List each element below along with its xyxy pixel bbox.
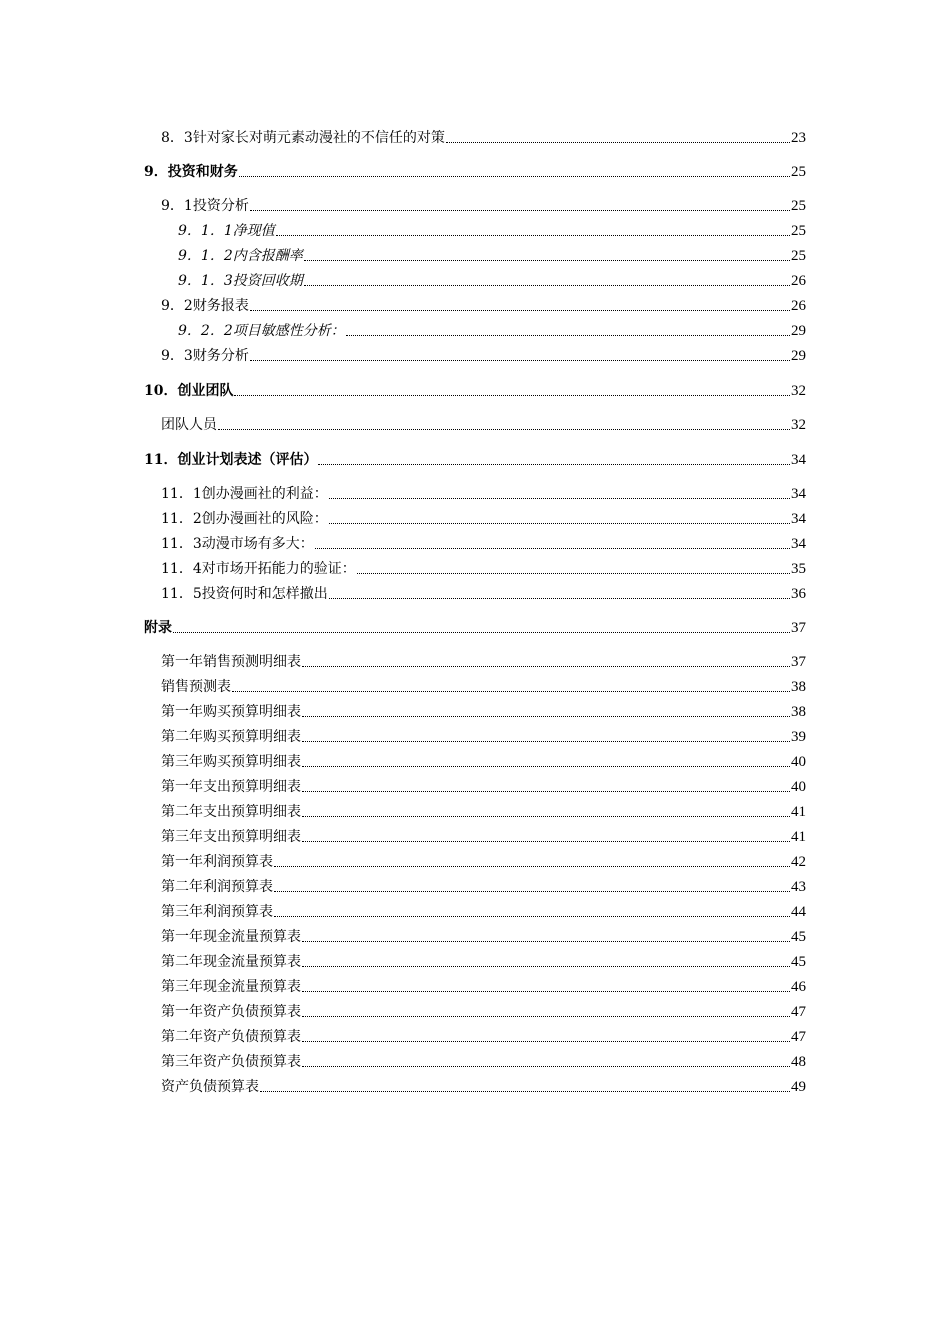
toc-dot-leader	[302, 790, 790, 792]
toc-dot-leader	[234, 394, 790, 396]
toc-entry-page-number: 36	[791, 586, 806, 602]
toc-entry-page-number: 45	[791, 954, 806, 970]
toc-entry[interactable]	[144, 380, 806, 400]
toc-entry-page-number: 26	[791, 273, 806, 289]
toc-dot-leader	[302, 715, 790, 717]
toc-entry-title: 团队人员	[161, 417, 217, 433]
toc-dot-leader	[357, 572, 790, 574]
toc-entry-page-number: 41	[791, 829, 806, 845]
toc-entry[interactable]	[144, 951, 806, 971]
toc-dot-leader	[302, 1015, 790, 1017]
toc-entry-page-number: 43	[791, 879, 806, 895]
toc-entry[interactable]	[144, 449, 806, 469]
toc-entry-page-number: 32	[791, 417, 806, 433]
toc-entry[interactable]	[144, 801, 806, 821]
toc-dot-leader	[446, 141, 790, 143]
toc-entry[interactable]	[144, 701, 806, 721]
toc-entry[interactable]	[144, 976, 806, 996]
toc-entry-title: 第一年资产负债预算表	[161, 1004, 301, 1020]
toc-entry-page-number: 37	[791, 620, 806, 636]
toc-entry-page-number: 32	[791, 383, 806, 399]
toc-entry-title: 第二年资产负债预算表	[161, 1029, 301, 1045]
toc-entry-title: 第二年现金流量预算表	[161, 954, 301, 970]
toc-entry[interactable]	[144, 726, 806, 746]
toc-entry-page-number: 25	[791, 198, 806, 214]
toc-entry-title: 11．1创办漫画社的利益：	[161, 486, 328, 502]
toc-entry-title: 11．3动漫市场有多大：	[161, 536, 314, 552]
toc-entry-page-number: 39	[791, 729, 806, 745]
toc-dot-leader	[218, 428, 790, 430]
toc-dot-leader	[302, 965, 790, 967]
toc-entry-title: 9．1投资分析	[161, 198, 249, 214]
toc-entry-title: 11．5投资何时和怎样撤出	[161, 586, 328, 602]
toc-entry-title: 11．2创办漫画社的风险：	[161, 511, 328, 527]
toc-entry-title: 资产负债预算表	[161, 1079, 259, 1095]
toc-dot-leader	[239, 175, 790, 177]
toc-dot-leader	[302, 815, 790, 817]
toc-entry[interactable]	[144, 320, 806, 340]
toc-entry[interactable]	[144, 414, 806, 434]
toc-entry[interactable]	[144, 651, 806, 671]
toc-entry-title: 10．创业团队	[144, 383, 234, 399]
toc-entry-title: 第一年现金流量预算表	[161, 929, 301, 945]
toc-entry[interactable]	[144, 195, 806, 215]
toc-dot-leader	[302, 740, 790, 742]
toc-dot-leader	[260, 1090, 790, 1092]
toc-entry-page-number: 25	[791, 223, 806, 239]
toc-entry[interactable]	[144, 1026, 806, 1046]
toc-entry[interactable]	[144, 533, 806, 553]
toc-entry-page-number: 38	[791, 679, 806, 695]
toc-dot-leader	[318, 463, 790, 465]
toc-dot-leader	[173, 631, 790, 633]
toc-dot-leader	[304, 284, 790, 286]
toc-entry-page-number: 34	[791, 511, 806, 527]
toc-entry[interactable]	[144, 583, 806, 603]
toc-dot-leader	[302, 1040, 790, 1042]
toc-entry-title: 第一年支出预算明细表	[161, 779, 301, 795]
toc-entry-title: 第二年购买预算明细表	[161, 729, 301, 745]
table-of-contents	[144, 0, 806, 1344]
toc-entry[interactable]	[144, 826, 806, 846]
toc-entry-page-number: 47	[791, 1029, 806, 1045]
toc-entry-page-number: 42	[791, 854, 806, 870]
toc-entry-title: 第三年利润预算表	[161, 904, 273, 920]
toc-entry-page-number: 40	[791, 754, 806, 770]
toc-entry-title: 9．1．3投资回收期	[178, 273, 303, 289]
toc-entry[interactable]	[144, 751, 806, 771]
toc-dot-leader	[302, 665, 790, 667]
toc-entry[interactable]	[144, 1001, 806, 1021]
toc-entry-page-number: 48	[791, 1054, 806, 1070]
toc-entry-title: 第二年利润预算表	[161, 879, 273, 895]
toc-dot-leader	[329, 597, 790, 599]
toc-dot-leader	[274, 890, 790, 892]
toc-entry-page-number: 35	[791, 561, 806, 577]
toc-entry-title: 11．4对市场开拓能力的验证：	[161, 561, 356, 577]
toc-entry[interactable]	[144, 508, 806, 528]
toc-dot-leader	[302, 940, 790, 942]
toc-entry[interactable]	[144, 1051, 806, 1071]
toc-entry-title: 9．1．2内含报酬率	[178, 248, 303, 264]
toc-entry-title: 第一年利润预算表	[161, 854, 273, 870]
toc-entry[interactable]	[144, 1076, 806, 1096]
toc-dot-leader	[329, 522, 790, 524]
toc-entry[interactable]	[144, 676, 806, 696]
toc-entry[interactable]	[144, 245, 806, 265]
toc-entry[interactable]	[144, 270, 806, 290]
toc-dot-leader	[250, 309, 790, 311]
toc-dot-leader	[274, 865, 790, 867]
toc-dot-leader	[302, 765, 790, 767]
toc-entry-title: 11．创业计划表述（评估）	[144, 452, 318, 468]
toc-entry-page-number: 23	[791, 130, 806, 146]
toc-entry[interactable]	[144, 161, 806, 181]
toc-entry[interactable]	[144, 617, 806, 637]
toc-entry-title: 销售预测表	[161, 679, 231, 695]
toc-entry-page-number: 46	[791, 979, 806, 995]
toc-entry-title: 第一年销售预测明细表	[161, 654, 301, 670]
toc-dot-leader	[250, 359, 790, 361]
toc-entry[interactable]	[144, 876, 806, 896]
toc-dot-leader	[315, 547, 790, 549]
toc-entry[interactable]	[144, 127, 806, 147]
toc-entry[interactable]	[144, 776, 806, 796]
toc-entry-title: 9．投资和财务	[144, 164, 238, 180]
toc-entry[interactable]	[144, 345, 806, 365]
toc-entry-page-number: 29	[791, 323, 806, 339]
toc-entry-page-number: 29	[791, 348, 806, 364]
toc-entry-page-number: 37	[791, 654, 806, 670]
toc-entry-title: 第三年资产负债预算表	[161, 1054, 301, 1070]
toc-entry-page-number: 26	[791, 298, 806, 314]
toc-dot-leader	[304, 259, 790, 261]
toc-entry-title: 第三年支出预算明细表	[161, 829, 301, 845]
toc-entry[interactable]	[144, 295, 806, 315]
toc-entry-title: 第三年购买预算明细表	[161, 754, 301, 770]
toc-entry[interactable]	[144, 901, 806, 921]
toc-dot-leader	[302, 840, 790, 842]
toc-entry-page-number: 38	[791, 704, 806, 720]
toc-entry-title: 9．1．1净现值	[178, 223, 275, 239]
toc-entry-title: 9．3财务分析	[161, 348, 249, 364]
toc-entry-page-number: 49	[791, 1079, 806, 1095]
toc-entry-page-number: 25	[791, 248, 806, 264]
toc-dot-leader	[302, 990, 790, 992]
toc-entry-page-number: 34	[791, 486, 806, 502]
toc-dot-leader	[346, 334, 790, 336]
toc-entry-title: 9．2．2项目敏感性分析：	[178, 323, 345, 339]
toc-entry-page-number: 34	[791, 452, 806, 468]
toc-dot-leader	[274, 915, 790, 917]
toc-entry[interactable]	[144, 851, 806, 871]
toc-entry-page-number: 41	[791, 804, 806, 820]
toc-entry-title: 8．3针对家长对萌元素动漫社的不信任的对策	[161, 130, 445, 146]
toc-entry[interactable]	[144, 926, 806, 946]
toc-entry-page-number: 25	[791, 164, 806, 180]
toc-entry-title: 9．2财务报表	[161, 298, 249, 314]
toc-dot-leader	[276, 234, 790, 236]
toc-dot-leader	[329, 497, 790, 499]
toc-entry[interactable]	[144, 558, 806, 578]
toc-entry-page-number: 45	[791, 929, 806, 945]
toc-dot-leader	[250, 209, 790, 211]
toc-entry-page-number: 47	[791, 1004, 806, 1020]
toc-entry-page-number: 34	[791, 536, 806, 552]
toc-dot-leader	[232, 690, 790, 692]
toc-dot-leader	[302, 1065, 790, 1067]
toc-entry-title: 第二年支出预算明细表	[161, 804, 301, 820]
toc-entry-page-number: 40	[791, 779, 806, 795]
toc-entry[interactable]	[144, 220, 806, 240]
toc-entry-title: 第三年现金流量预算表	[161, 979, 301, 995]
toc-entry[interactable]	[144, 483, 806, 503]
toc-entry-title: 附录	[144, 620, 172, 636]
toc-entry-title: 第一年购买预算明细表	[161, 704, 301, 720]
toc-entry-page-number: 44	[791, 904, 806, 920]
